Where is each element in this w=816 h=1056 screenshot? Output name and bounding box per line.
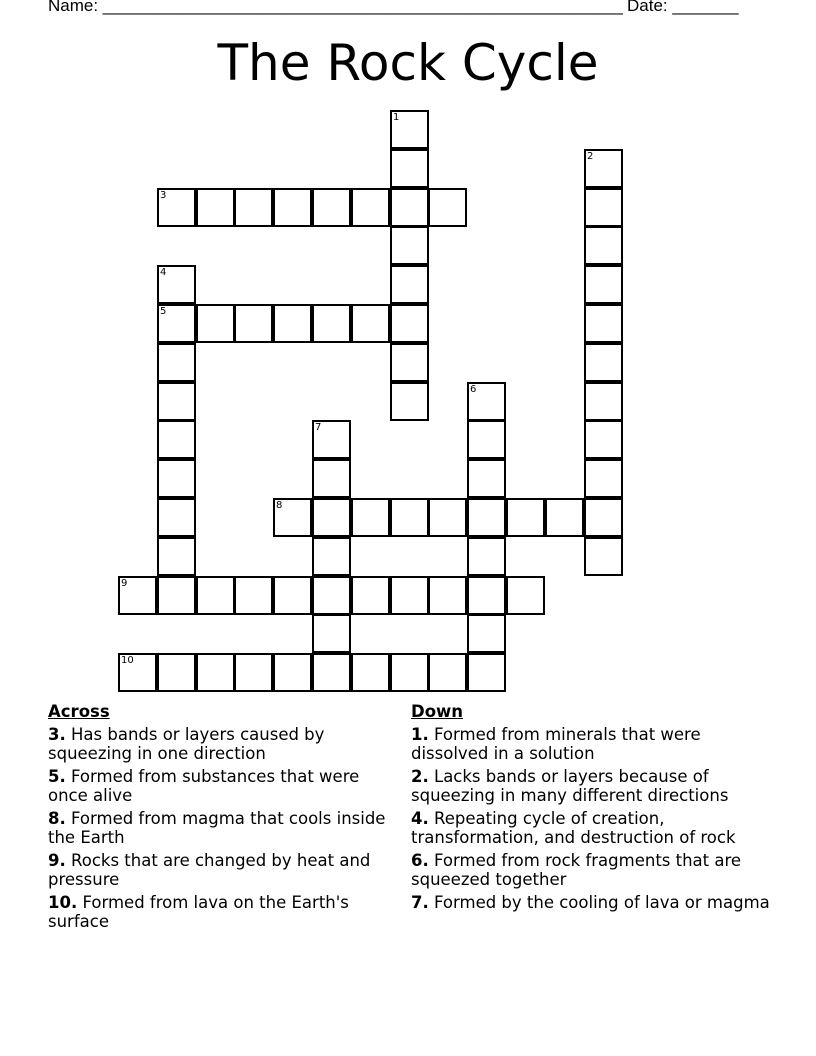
clue-text: Has bands or layers caused by squeezing in one direction <box>48 724 325 763</box>
grid-cell[interactable] <box>545 498 584 537</box>
grid-cell[interactable] <box>467 653 506 692</box>
clue-text: Formed from lava on the Earth's surface <box>48 892 349 931</box>
grid-cell[interactable] <box>390 265 429 304</box>
date-field[interactable]: Date: _______ <box>627 0 739 15</box>
grid-cell[interactable] <box>157 537 196 576</box>
grid-cell[interactable] <box>312 498 351 537</box>
grid-cell[interactable] <box>506 498 545 537</box>
clue-number: 8. <box>48 808 66 828</box>
grid-cell[interactable] <box>390 498 429 537</box>
clue-number-label: 1 <box>393 112 400 123</box>
grid-cell[interactable] <box>584 188 623 227</box>
grid-cell[interactable] <box>234 576 273 615</box>
grid-cell[interactable] <box>157 304 196 343</box>
grid-cell[interactable] <box>273 576 312 615</box>
grid-cell[interactable] <box>273 304 312 343</box>
clue-number: 2. <box>411 766 429 786</box>
clue-text: Formed from minerals that were dissolved in a solution <box>411 724 701 763</box>
across-clue <box>48 725 400 764</box>
grid-cell[interactable] <box>157 498 196 537</box>
grid-cell[interactable] <box>196 653 235 692</box>
grid-cell[interactable] <box>390 576 429 615</box>
grid-cell[interactable] <box>312 614 351 653</box>
clue-number-label: 6 <box>470 384 477 395</box>
grid-cell[interactable] <box>584 382 623 421</box>
down-clue <box>411 809 771 848</box>
grid-cell[interactable] <box>428 653 467 692</box>
grid-cell[interactable] <box>312 188 351 227</box>
clue-number: 7. <box>411 892 429 912</box>
grid-cell[interactable] <box>390 188 429 227</box>
grid-cell[interactable] <box>312 459 351 498</box>
grid-cell[interactable] <box>118 576 157 615</box>
grid-cell[interactable] <box>157 420 196 459</box>
grid-cell[interactable] <box>506 576 545 615</box>
clue-number-label: 7 <box>315 422 322 433</box>
clue-number: 1. <box>411 724 429 744</box>
clue-number: 3. <box>48 724 66 744</box>
grid-cell[interactable] <box>390 110 429 149</box>
grid-cell[interactable] <box>467 537 506 576</box>
grid-cell[interactable] <box>273 653 312 692</box>
clue-number-label: 5 <box>160 306 167 317</box>
grid-cell[interactable] <box>234 653 273 692</box>
grid-cell[interactable] <box>390 149 429 188</box>
grid-cell[interactable] <box>467 498 506 537</box>
grid-cell[interactable] <box>157 382 196 421</box>
clue-number: 10. <box>48 892 78 912</box>
grid-cell[interactable] <box>157 459 196 498</box>
grid-cell[interactable] <box>351 498 390 537</box>
across-clues <box>48 702 400 935</box>
grid-cell[interactable] <box>584 420 623 459</box>
grid-cell[interactable] <box>351 188 390 227</box>
grid-cell[interactable] <box>157 576 196 615</box>
clue-number: 4. <box>411 808 429 828</box>
grid-cell[interactable] <box>467 614 506 653</box>
grid-cell[interactable] <box>584 537 623 576</box>
clue-text: Formed from rock fragments that are squeezed together <box>411 850 742 889</box>
grid-cell[interactable] <box>584 343 623 382</box>
grid-cell[interactable] <box>467 576 506 615</box>
grid-cell[interactable] <box>584 459 623 498</box>
grid-cell[interactable] <box>584 265 623 304</box>
grid-cell[interactable] <box>157 343 196 382</box>
clue-text: Formed from magma that cools inside the Earth <box>48 808 386 847</box>
grid-cell[interactable] <box>428 498 467 537</box>
clue-text: Formed by the cooling of lava or magma <box>434 892 770 912</box>
grid-cell[interactable] <box>196 576 235 615</box>
clue-text: Formed from substances that were once alive <box>48 766 360 805</box>
clue-number-label: 8 <box>276 500 283 511</box>
grid-cell[interactable] <box>390 343 429 382</box>
grid-cell[interactable] <box>390 226 429 265</box>
grid-cell[interactable] <box>428 188 467 227</box>
down-clue <box>411 767 771 806</box>
grid-cell[interactable] <box>390 382 429 421</box>
grid-cell[interactable] <box>390 304 429 343</box>
name-field[interactable]: Name: _______________________________________________________ <box>48 0 623 15</box>
grid-cell[interactable] <box>196 304 235 343</box>
down-clue <box>411 725 771 764</box>
clue-number: 5. <box>48 766 66 786</box>
grid-cell[interactable] <box>234 304 273 343</box>
grid-cell[interactable] <box>118 653 157 692</box>
grid-cell[interactable] <box>157 188 196 227</box>
grid-cell[interactable] <box>234 188 273 227</box>
clue-number-label: 4 <box>160 267 167 278</box>
clue-number: 6. <box>411 850 429 870</box>
grid-cell[interactable] <box>196 188 235 227</box>
across-clue <box>48 767 400 806</box>
clue-number-label: 9 <box>121 578 128 589</box>
down-clue <box>411 893 771 913</box>
down-clues <box>411 702 771 915</box>
clue-number: 9. <box>48 850 66 870</box>
grid-cell[interactable] <box>351 653 390 692</box>
clue-text: Lacks bands or layers because of squeezing in many different directions <box>411 766 729 805</box>
across-clue <box>48 851 400 890</box>
across-clue <box>48 809 400 848</box>
grid-cell[interactable] <box>312 537 351 576</box>
grid-cell[interactable] <box>312 653 351 692</box>
across-heading: Across <box>48 702 110 721</box>
clue-text: Rocks that are changed by heat and pressure <box>48 850 371 889</box>
grid-cell[interactable] <box>157 653 196 692</box>
grid-cell[interactable] <box>428 576 467 615</box>
grid-cell[interactable] <box>467 382 506 421</box>
clue-number-label: 3 <box>160 190 167 201</box>
grid-cell[interactable] <box>273 498 312 537</box>
grid-cell[interactable] <box>157 265 196 304</box>
grid-cell[interactable] <box>584 304 623 343</box>
clue-number-label: 2 <box>587 151 594 162</box>
grid-cell[interactable] <box>312 576 351 615</box>
grid-cell[interactable] <box>584 498 623 537</box>
grid-cell[interactable] <box>584 226 623 265</box>
down-heading: Down <box>411 702 464 721</box>
down-clue <box>411 851 771 890</box>
page-title: The Rock Cycle <box>217 34 599 92</box>
grid-cell[interactable] <box>312 304 351 343</box>
grid-cell[interactable] <box>273 188 312 227</box>
grid-cell[interactable] <box>584 149 623 188</box>
clue-text: Repeating cycle of creation, transformation, and destruction of rock <box>411 808 736 847</box>
grid-cell[interactable] <box>467 459 506 498</box>
grid-cell[interactable] <box>467 420 506 459</box>
grid-cell[interactable] <box>351 576 390 615</box>
across-clue <box>48 893 400 932</box>
grid-cell[interactable] <box>351 304 390 343</box>
clue-number-label: 10 <box>121 655 134 666</box>
grid-cell[interactable] <box>390 653 429 692</box>
grid-cell[interactable] <box>312 420 351 459</box>
